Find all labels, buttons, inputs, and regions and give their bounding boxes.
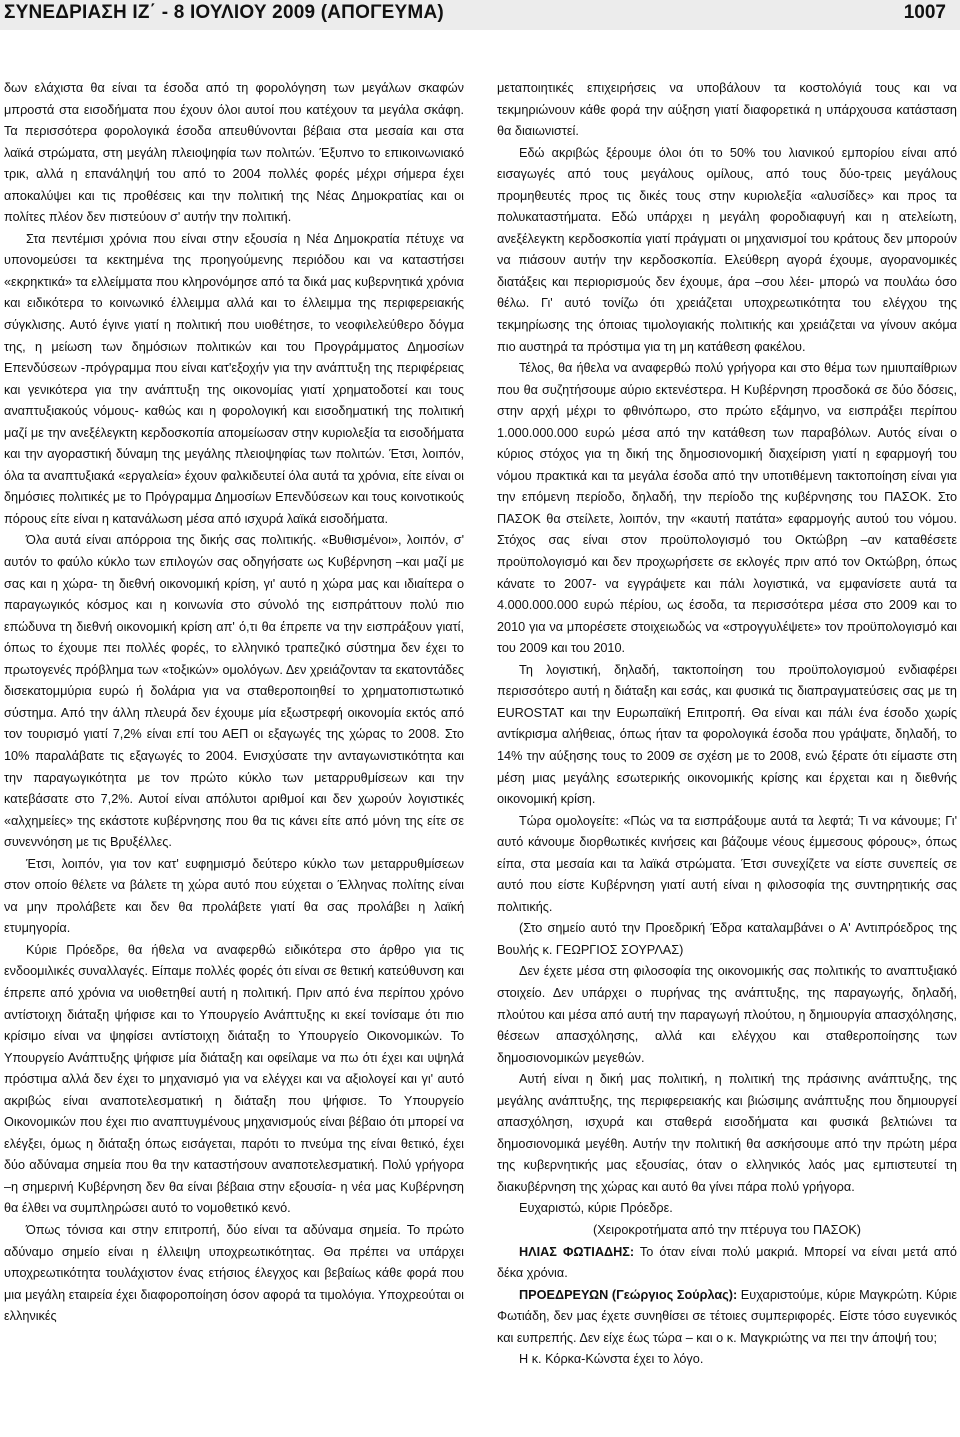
session-title: ΣΥΝΕΔΡΙΑΣΗ ΙΖ΄ - 8 ΙΟΥΛΙΟΥ 2009 (ΑΠΟΓΕΥΜΑ): [4, 2, 444, 23]
right-column: [497, 78, 957, 1433]
speech-text: Το όταν είναι πολύ μακριά. Μπορεί να είναι μετά από δέκα χρόνια.: [497, 1244, 957, 1281]
speech-turn: [497, 1285, 957, 1350]
paragraph: Όλα αυτά είναι απόρροια της δικής σας πολιτικής. «Βυθισμένοι», λοιπόν, σ' αυτόν το φαύλο κύκλο των επιλογών σας οδηγήσατε ως Κυβέρνηση –και μαζί με σας και η χώρα- τη διεθνή οικονομική κρίση, γι' αυτό η χώρα μας και ιδιαίτερα ο παραγωγικός κόσμος και η κοινωνία στο σύνολό της εισπράττουν πολύ πιο επώδυνα τη διεθνή οικονομική κρίση απ' ό,τι θα έπρεπε να την εισπράξουν γιατί, όπως το έχουμε πει πολλές φορές, το ελληνικό τραπεζικό σύστημα δεν έχει το πρωτογενές πρόβλημα των «τοξικών» ομολόγων. Δεν χρειάζονταν τα εκατοντάδες δισεκατομμύρια ευρώ ή δολάρια για να σταθεροποιηθεί το χρηματοπιστωτικό σύστημα. Από την άλλη πλευρά δεν έχουμε μία εξωστρεφή οικονομία εκτός από τον τουρισμό γιατί 7,2% είναι επί του ΑΕΠ οι εξαγωγές της χώρας το 2008. Στο 10% παραλάβατε τις εξαγωγές το 2004. Ενισχύσατε την ανταγωνιστικότητα και την παραγωγικότητα με τον πρώτο κύκλο των μεταρρυθμίσεων και την κατεβάσατε στο 7,2%. Αυτοί είναι απόλυτοι αριθμοί και δεν χωρούν λογιστικές «αλχημείες» της εκάστοτε κυβέρνησης που θα τις κάνει είτε από μόνη της είτε σε συνεννόηση με τις Βρυξέλλες.: [4, 533, 464, 850]
paragraph: Στα πεντέμισι χρόνια που είναι στην εξουσία η Νέα Δημοκρατία πέτυχε να υπονομεύσει τα κεκτημένα της προηγούμενης περιόδου και να καταστήσει «εκρηκτικά» τα ελλείμματα που κληρονόμησε από τα δικά μας κυβερνητικά χρόνια και ειδικότερα το κοινωνικό έλλειμμα αλλά και το έλλειμμα της περιφερειακής σύγκλισης. Αυτό έγινε γιατί η πολιτική που υιοθέτησε, το νεοφιλελεύθερο δόγμα της, η μείωση των δημόσιων πολιτικών και του Προγράμματος Δημοσίων Επενδύσεων -πρόγραμμα που είναι κατ'εξοχήν για την ανάπτυξη της περιφέρειας και γενικότερα για την ανάπτυξη της οικονομίας γιατί χρηματοδοτεί και τους αναπτυξιακούς νόμους- καθώς και η φορολογική και εισοδηματική της πολιτική μαζί με την ανεξέλεγκτη κερδοσκοπία απομείωσαν στην κυριολεξία τα εισοδήματα και την αγοραστική δύναμη της μεγάλης πλειοψηφίας των πολιτών. Έτσι, λοιπόν, όλα τα αναπτυξιακά «εργαλεία» έχουν φαλκιδευτεί όλα αυτά τα χρόνια, είτε είναι οι δημόσιες πολιτικές με το Πρόγραμμα Δημοσίων Επενδύσεων και τους κοινοτικούς πόρους είτε είναι η κατανάλωση μέσα από ισχυρά λαϊκά εισοδήματα.: [4, 231, 464, 526]
page-number: 1007: [903, 2, 946, 23]
speaker-name: ΗΛΙΑΣ ΦΩΤΙΑΔΗΣ:: [519, 1244, 635, 1259]
paragraph: Κύριε Πρόεδρε, θα ήθελα να αναφερθώ ειδικότερα στο άρθρο για τις ενδοομιλικές συναλλαγές. Είπαμε πολλές φορές ότι είναι σε θετική κατεύθυνση και έπρεπε από χρόνια να υιοθετηθεί αυτή η πολιτική. Πριν από ένα περίπου χρόνο αντίστοιχη διάταξη ψήφισε και το Υπουργείο Ανάπτυξης κι εκεί τονίσαμε ότι πιο κρίσιμο είναι να ψηφίσει αντίστοιχη διάταξη το Υπουργείο Οικονομικών. Το Υπουργείο Ανάπτυξης ψήφισε μία διάταξη και οφείλαμε να πω ότι έχει και υψηλά πρόστιμα αλλά δεν έχει το μηχανισμό για να ελέγχει και να αξιολογεί και γι' αυτό ακριβώς είναι αναποτελεσματική η διάταξη που ψήφισε. Το Υπουργείο Οικονομικών που έχει πιο αναπτυγμένους μηχανισμούς είναι βέβαιο ότι μπορεί να ελέγξει, όμως η διάταξη όπως εισάγεται, παρότι το πνεύμα της είναι θετικό, έχει δύο αδύναμα σημεία που θα την καταστήσουν αναποτελεσματική. Πολύ γρήγορα –η σημερινή Κυβέρνηση δεν θα είναι βέβαια στην εξουσία- η νέα μας Κυβέρνηση θα έλθει να συμπληρώσει αυτό το νομοθετικό κενό.: [4, 942, 464, 1216]
paragraph: Εδώ ακριβώς ξέρουμε όλοι ότι το 50% του λιανικού εμπορίου είναι από εισαγωγές από τους μεγάλους ομίλους, από τους δύο-τρεις μεγάλους προμηθευτές προς τις δικές τους στην κυριολεξία «αλυσίδες» και προς τα πολυκαταστήματα. Εδώ υπάρχει η μεγάλη φοροδιαφυγή και η ατελείωτη, ανεξέλεγκτη κερδοσκοπία γιατί πράγματι οι μηχανισμοί του κράτους δεν μπορούν να πιάσουν αυτήν την κερδοσκοπία. Ελεύθερη αγορά έχουμε, αγορανομικές διατάξεις και περιορισμούς δεν έχουμε, άρα –σου λέει- μπορώ να πουλάω όσο θέλω. Γι' αυτό τονίζω ότι χρειάζεται υποχρεωτικότητα του ελέγχου της τεκμηρίωσης της όποιας τιμολογιακής πολιτικής και χρειάζεται να γίνουν ακόμα πιο αυστηρά τα πρόστιμα για τη μη κατάθεση φακέλου.: [497, 145, 957, 354]
paragraph: Τη λογιστική, δηλαδή, τακτοποίηση του προϋπολογισμού ενδιαφέρει περισσότερο αυτή η διάταξη και εσάς, και φυσικά τις διαπραγματεύσεις σας με τη EUROSTAT και την Ευρωπαϊκή Επιτροπή. Θα είναι και πάλι ένα έσοδο χωρίς αντίκρισμα αλήθειας, όπως ήταν τα φορολογικά έσοδα που γράψατε, δηλαδή, το 14% την αύξησης τους το 2009 σε σχέση με το 2008, ενώ ξέρατε ότι είμαστε στη μέση μιας μεγάλης εσωτερικής οικονομικής κρίσης και έρχεται και η διεθνής οικονομική κρίση.: [497, 662, 957, 807]
paragraph: Αυτή είναι η δική μας πολιτική, η πολιτική της πράσινης ανάπτυξης, της μεγάλης ανάπτυξης, της περιφερειακής και βιώσιμης ανάπτυξης που δημιουργεί απασχόληση, ισχυρά και σταθερά εισοδήματα και φυσικά βελτιώνει τα δημοσιονομικά μεγέθη. Αυτήν την πολιτική θα ασκήσουμε από την πρώτη μέρα της κυβερνητικής μας εξουσίας, όταν ο ελληνικός λαός μας εμπιστευτεί τη διακυβέρνηση της χώρας και αυτό θα γίνει πάρα πολύ γρήγορα.: [497, 1072, 957, 1194]
left-column: [4, 78, 464, 1433]
paragraph: μεταποιητικές επιχειρήσεις να υποβάλουν τα κοστολόγιά τους και να τεκμηριώνουν κάθε φορά την αύξηση γιατί διαφορετικά η υπάρχουσα κατάσταση θα διαιωνιστεί.: [497, 81, 957, 139]
stage-direction: (Στο σημείο αυτό την Προεδρική Έδρα καταλαμβάνει ο Α' Αντιπρόεδρος της Βουλής κ. ΓΕΩΡΓΙΟΣ ΣΟΥΡΛΑΣ): [497, 921, 957, 957]
paragraph: Τέλος, θα ήθελα να αναφερθώ πολύ γρήγορα και στο θέμα των ημιυπαίθριων που θα συζητήσουμε αύριο εκτενέστερα. Η Κυβέρνηση προσδοκά σε δύο δόσεις, στην αρχή μέχρι το φθινόπωρο, στο πρώτο εξάμηνο, να εισπράξει περίπου 1.000.000.000 ευρώ μέσα από την κατάθεση των παραβόλων. Αυτός είναι ο κύριος στόχος για τη δική της δημοσιονομική διαχείριση γιατί η εφαρμογή του νόμου πρακτικά και τα μεγάλα έσοδα από την υποτιθέμενη τακτοποίηση είναι για την επόμενη περίοδο, δηλαδή, την περίοδο της κυβέρνησης του ΠΑΣΟΚ. Στο ΠΑΣΟΚ θα στείλετε, λοιπόν, την «καυτή πατάτα» εφαρμογής αυτού του νόμου. Στόχος σας είναι στον προϋπολογισμό του Οκτώβρη –αν καταθέσετε προϋπολογισμό και δεν προχωρήσετε σε εκλογές πριν από τον Οκτώβρη, όπως κάνατε το 2007- να εγγράψετε και πάλι λογιστικά, να εμφανίσετε αυτά τα 4.000.000.000 ευρώ πέρίου, ως έσοδα, τα περισσότερα μέσα στο 2009 και το 2010 για να μπορέσετε στοιχειωδώς να «στρογγυλέψετε» τον προϋπολογισμό και του 2009 και του 2010.: [497, 361, 957, 656]
paragraph: Τώρα ομολογείτε: «Πώς να τα εισπράξουμε αυτά τα λεφτά; Τι να κάνουμε; Γι' αυτό κάνουμε διορθωτικές κινήσεις και βάζουμε νέους έμμεσους φόρους», όπως είπα, στα μεσαία και τα λαϊκά στρώματα. Έτσι συνεχίζετε να είστε συνεπείς σε αυτό που είστε Κυβέρνηση γιατί αυτή είναι η φιλοσοφία της συντηρητικής σας πολιτικής.: [497, 813, 957, 914]
speech-text: Ευχαριστούμε, κύριε Μαγκρώτη. Κύριε Φωτιάδη, δεν μας έχετε συνηθίσει σε τέτοιες συμπεριφορές. Είστε τόσο ευγενικός και ευπρεπής. Δεν είχε έως τώρα – και ο κ. Μαγκριώτης να πει την άποψή του;: [497, 1287, 957, 1345]
speaker-name: ΠΡΟΕΔΡΕΥΩΝ (Γεώργιος Σούρλας):: [519, 1287, 738, 1302]
paragraph: δων ελάχιστα θα είναι τα έσοδα από τη φορολόγηση των μεγάλων σκαφών μπροστά στα εισοδήματα που έχουν όλοι αυτοί που κατέχουν τα μεγάλα σκάφη. Τα περισσότερα φορολογικά έσοδα απευθύνονται βέβαια στα μεσαία και στα λαϊκά στρώματα, στη μεγάλη πλειοψηφία των πολιτών. Έξυπνο το επικοινωνιακό τρικ, αλλά η επανάληψή του από το 2004 πολλές φορές μέχρι σήμερα έχει αποκαλύψει και τις προθέσεις και την πολιτική της Νέας Δημοκρατίας και οι πολίτες πλέον δεν πιστεύουν σ' αυτήν την πολιτική.: [4, 81, 464, 225]
page-header: [0, 0, 960, 30]
paragraph: Η κ. Κόρκα-Κώνστα έχει το λόγο.: [519, 1352, 704, 1367]
applause-note: (Χειροκροτήματα από την πτέρυγα του ΠΑΣΟΚ): [592, 1222, 862, 1237]
speech-turn: [497, 1242, 957, 1285]
closing-remark: Ευχαριστώ, κύριε Πρόεδρε.: [519, 1201, 673, 1216]
paragraph: Όπως τόνισα και στην επιτροπή, δύο είναι τα αδύναμα σημεία. Το πρώτο αδύναμο σημείο είναι η έλλειψη υποχρεωτικότητας. Θα πρέπει να υπάρχει υποχρεωτικότητα τουλάχιστον ένας ετήσιος έλεγχος και βεβαίως κάθε φορά που μια μεγάλη εταιρεία έχει διαφοροποίηση όσον αφορά τα τιμολόγια. Υποχρεούται οι ελληνικές: [4, 1222, 464, 1324]
paragraph: Έτσι, λοιπόν, για τον κατ' ευφημισμό δεύτερο κύκλο των μεταρρυθμίσεων στον οποίο θέλετε να βάλετε τη χώρα αυτό που εύχεται ο Έλληνας πολίτης είναι να μην προλάβετε και δεν θα προλάβετε γιατί θα σας προλάβει η λαϊκή ετυμηγορία.: [4, 856, 464, 936]
paragraph: Δεν έχετε μέσα στη φιλοσοφία της οικονομικής σας πολιτικής το αναπτυξιακό στοιχείο. Δεν υπάρχει ο πυρήνας της ανάπτυξης, της παραγωγής, δηλαδή, πλούτου και μέσα από αυτή την παραγωγή πλούτου, η δημιουργία απασχόλησης, θέσεων απασχόλησης, αλλά και ελέγχου και σταθεροποίησης των δημοσιονομικών μεγεθών.: [497, 964, 957, 1065]
